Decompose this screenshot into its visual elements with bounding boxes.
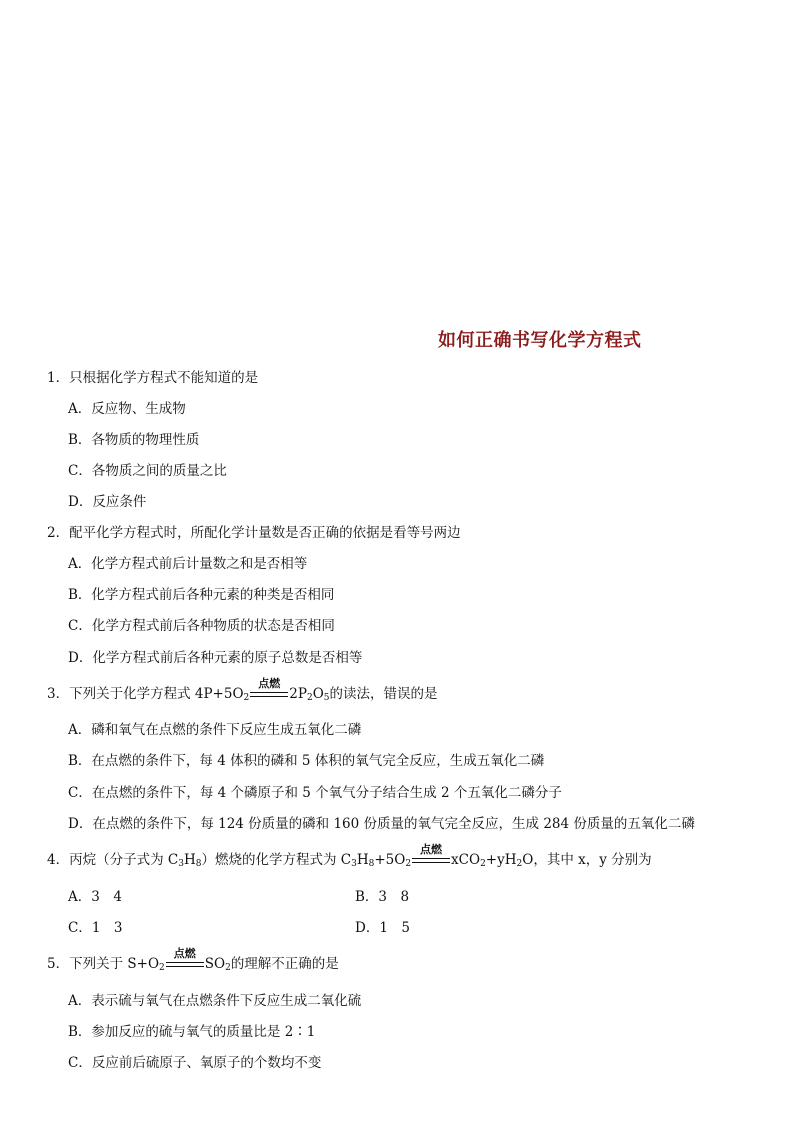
question-1-stem: 1．只根据化学方程式不能知道的是	[47, 370, 259, 386]
question-3-option-b: B．在点燃的条件下，每 4 体积的磷和 5 体积的氧气完全反应，生成五氧化二磷	[68, 753, 545, 769]
q3-stem-pre: 3．下列关于化学方程式 4P+5O	[47, 686, 244, 702]
document-title: 如何正确书写化学方程式	[438, 330, 642, 351]
q3-sub-1: 2	[243, 693, 250, 703]
question-5-option-b: B．参加反应的硫与氧气的质量比是 2∶1	[68, 1024, 316, 1040]
question-3-stem	[47, 677, 438, 708]
question-4-option-b: B．3 8	[355, 889, 410, 905]
q5-sub: 2	[159, 963, 165, 973]
q3-product: 2P	[289, 686, 307, 702]
equals-sign	[250, 692, 288, 697]
question-5-option-c: C．反应前后硫原子、氧原子的个数均不变	[68, 1055, 322, 1071]
q4-stem-post: O，其中 x，y 分别为	[522, 852, 652, 868]
question-4-option-c: C．1 3	[68, 920, 123, 936]
q3-stem-post: 的读法，错误的是	[329, 686, 438, 702]
question-4-stem	[47, 843, 652, 874]
question-2-stem: 2．配平化学方程式时，所配化学计量数是否正确的依据是看等号两边	[47, 525, 461, 541]
question-3-option-a: A．磷和氧气在点燃的条件下反应生成五氧化二磷	[68, 722, 362, 738]
question-2-option-a: A．化学方程式前后计量数之和是否相等	[68, 556, 308, 572]
question-2-option-d: D．化学方程式前后各种元素的原子总数是否相等	[68, 650, 363, 666]
reaction-condition	[412, 843, 450, 870]
equals-sign	[412, 858, 450, 863]
q4-h: H	[356, 852, 369, 868]
reaction-condition	[250, 677, 288, 704]
q5-stem-post: 的理解不正确的是	[230, 956, 339, 972]
q4-product: xCO	[451, 852, 481, 868]
q4-product: +yH	[485, 852, 517, 868]
condition-label: 点燃	[420, 843, 443, 856]
question-1-option-a: A．反应物、生成物	[68, 401, 186, 417]
q4-sub: 2	[405, 859, 412, 869]
q4-stem-mid: ）燃烧的化学方程式为 C	[201, 852, 352, 868]
q3-sub-2: 2	[306, 693, 313, 703]
question-4-option-d: D．1 5	[355, 920, 411, 936]
q4-sub: 2	[480, 859, 486, 869]
equals-sign	[166, 962, 204, 967]
q4-sub: 8	[368, 859, 375, 869]
question-3-option-c: C．在点燃的条件下，每 4 个磷原子和 5 个氧气分子结合生成 2 个五氧化二磷分子	[68, 785, 562, 801]
question-3-option-d: D．在点燃的条件下，每 124 份质量的磷和 160 份质量的氧气完全反应，生成 284 份质量的五氧化二磷	[68, 816, 695, 832]
question-2-option-c: C．化学方程式前后各种物质的状态是否相同	[68, 618, 335, 634]
condition-label: 点燃	[173, 947, 196, 960]
question-1-option-b: B．各物质的物理性质	[68, 432, 200, 448]
q5-sub: 2	[225, 963, 231, 973]
q4-sub: 2	[516, 859, 523, 869]
q3-product-o: O	[312, 686, 324, 702]
q4-stem-pre: 4．丙烷（分子式为 C	[47, 852, 179, 868]
q4-plus: +5O	[374, 852, 406, 868]
reaction-condition	[166, 947, 204, 974]
question-5-option-a: A．表示硫与氧气在点燃条件下反应生成二氧化硫	[68, 993, 362, 1009]
q4-sub: 3	[351, 859, 357, 869]
q5-product: SO	[204, 956, 226, 972]
question-2-option-b: B．化学方程式前后各种元素的种类是否相同	[68, 587, 335, 603]
question-5-stem	[47, 947, 339, 978]
question-1-option-c: C．各物质之间的质量之比	[68, 463, 227, 479]
q4-sub: 3	[178, 859, 184, 869]
question-4-option-a: A．3 4	[68, 889, 122, 905]
condition-label: 点燃	[258, 677, 281, 690]
q4-h: H	[183, 852, 196, 868]
question-1-option-d: D．反应条件	[68, 494, 147, 510]
q5-stem-pre: 5．下列关于 S+O	[47, 956, 160, 972]
q3-sub-3: 5	[323, 693, 330, 703]
q4-sub: 8	[195, 859, 202, 869]
